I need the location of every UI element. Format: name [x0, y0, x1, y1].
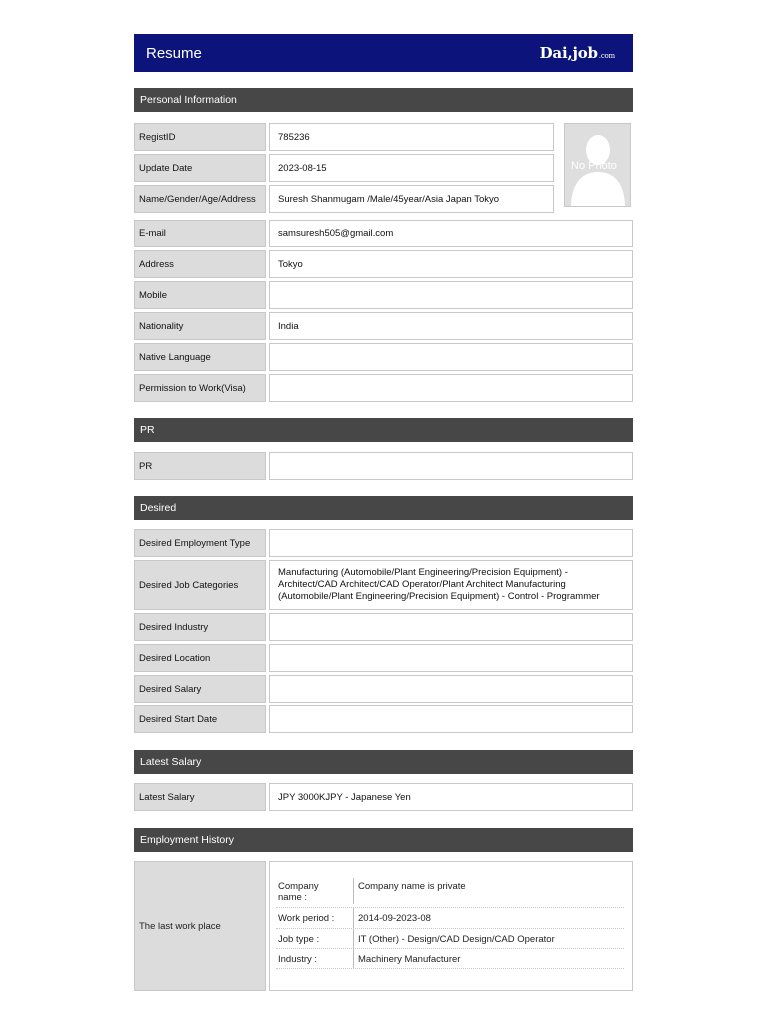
desired-industry-label: Desired Industry	[134, 613, 266, 641]
job-type-value: IT (Other) - Design/CAD Design/CAD Operator	[358, 934, 555, 945]
industry-key: Industry :	[278, 954, 318, 965]
desired-location-value	[269, 644, 633, 672]
nationality-value: India	[269, 312, 633, 340]
page-title: Resume	[146, 44, 202, 62]
work-permission-label: Permission to Work(Visa)	[134, 374, 266, 402]
latest-salary-label: Latest Salary	[134, 783, 266, 811]
mobile-label: Mobile	[134, 281, 266, 309]
native-language-value	[269, 343, 633, 371]
industry-row	[276, 949, 624, 969]
desired-salary-label: Desired Salary	[134, 675, 266, 703]
native-language-label: Native Language	[134, 343, 266, 371]
desired-location-label: Desired Location	[134, 644, 266, 672]
desired-employment-type-label: Desired Employment Type	[134, 529, 266, 557]
industry-value: Machinery Manufacturer	[358, 954, 461, 965]
update-date-value: 2023-08-15	[269, 154, 554, 182]
logo-main-text: Dai,job	[539, 44, 598, 62]
desired-industry-value	[269, 613, 633, 641]
email-label: E-mail	[134, 220, 266, 247]
section-pr: PR	[134, 418, 633, 442]
section-desired: Desired	[134, 496, 633, 520]
job-type-row	[276, 929, 624, 949]
name-gender-age-address-value: Suresh Shanmugam /Male/45year/Asia Japan Tokyo	[269, 185, 554, 213]
regist-id-label: RegistID	[134, 123, 266, 151]
work-period-row	[276, 908, 624, 929]
address-value: Tokyo	[269, 250, 633, 278]
regist-id-value: 785236	[269, 123, 554, 151]
resume-header	[134, 34, 633, 72]
profile-photo-placeholder	[564, 123, 631, 207]
logo-suffix-text: .com	[598, 52, 615, 60]
work-period-value: 2014-09-2023-08	[358, 913, 431, 924]
row-separator	[353, 949, 354, 968]
work-period-key: Work period :	[278, 913, 335, 924]
email-value[interactable]: samsuresh505@gmail.com	[269, 220, 633, 247]
job-type-key: Job type :	[278, 934, 320, 945]
job-categories-line: Architect/CAD Architect/CAD Operator/Plant Architect Manufacturing	[278, 579, 566, 590]
desired-job-categories-label: Desired Job Categories	[134, 560, 266, 610]
job-categories-line: Manufacturing (Automobile/Plant Engineering/Precision Equipment) -	[278, 567, 568, 578]
job-categories-line: (Automobile/Plant Engineering/Precision Equipment) - Control - Programmer	[278, 591, 600, 602]
section-latest-salary: Latest Salary	[134, 750, 633, 774]
mobile-value	[269, 281, 633, 309]
nationality-label: Nationality	[134, 312, 266, 340]
section-personal-information: Personal Information	[134, 88, 633, 112]
update-date-label: Update Date	[134, 154, 266, 182]
desired-start-date-value	[269, 705, 633, 733]
address-label: Address	[134, 250, 266, 278]
desired-salary-value	[269, 675, 633, 703]
name-gender-age-address-label: Name/Gender/Age/Address	[134, 185, 266, 213]
company-name-value: Company name is private	[358, 881, 466, 892]
last-work-place-label: The last work place	[134, 861, 266, 991]
no-photo-text: No Photo	[571, 160, 617, 172]
desired-employment-type-value	[269, 529, 633, 557]
company-name-row	[276, 878, 624, 908]
work-permission-value	[269, 374, 633, 402]
row-separator	[353, 908, 354, 928]
desired-start-date-label: Desired Start Date	[134, 705, 266, 733]
latest-salary-value: JPY 3000KJPY - Japanese Yen	[269, 783, 633, 811]
row-separator	[353, 878, 354, 904]
pr-value	[269, 452, 633, 480]
company-name-key-line1: Company	[278, 881, 319, 892]
daijob-logo[interactable]	[540, 44, 615, 62]
desired-job-categories-value	[269, 560, 633, 610]
company-name-key-line2: name :	[278, 892, 308, 903]
pr-label: PR	[134, 452, 266, 480]
section-employment-history: Employment History	[134, 828, 633, 852]
row-separator	[353, 929, 354, 948]
